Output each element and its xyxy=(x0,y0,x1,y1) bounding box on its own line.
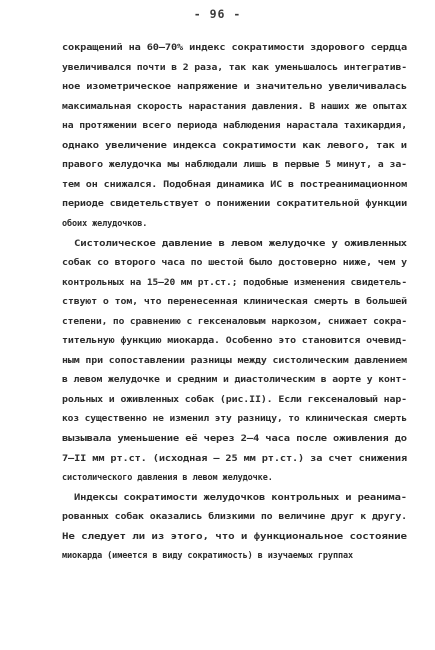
text-line: тем он снижался. Подобная динамика ИС в постреанимационном xyxy=(62,179,408,190)
text-line: вызывала уменьшение её через 2–4 часа после оживления до xyxy=(62,434,407,444)
text-line: Систолическое давление в левом желудочке у оживленных xyxy=(74,238,407,249)
text-line: однако увеличение индекса сократимости как левого, так и xyxy=(62,140,407,151)
text-line: в левом желудочке и средним и диастолическим в аорте у конт- xyxy=(62,375,408,386)
text-line: ное изометрическое напряжение и значительно увеличивалась xyxy=(62,82,407,93)
text-line: собак со второго часа по шестой было достоверно ниже, чем у xyxy=(62,258,408,269)
text-line: коз существенно не изменил эту разницу, то клиническая смерть xyxy=(62,414,408,425)
text-line: правого желудочка мы наблюдали лишь в первые 5 минут, а за- xyxy=(62,160,408,171)
page-number: - 96 - xyxy=(193,7,242,21)
text-line: миокарда (имеется в виду сократимость) в изучаемых группах xyxy=(62,551,354,562)
text-line: ствуют о том, что перенесенная клиническая смерть в большей xyxy=(62,297,408,308)
text-line: обоих желудочков. xyxy=(62,218,148,229)
text-line: тительную функцию миокарда. Особенно это становится очевид- xyxy=(62,336,408,347)
text-line: максимальная скорость нарастания давления. В наших же опытах xyxy=(62,101,408,112)
text-line: увеличивался почти в 2 раза, так как уменьшалось интегратив- xyxy=(62,62,408,73)
text-line: сокращений на 60–70% индекс сократимости здорового сердца xyxy=(62,43,407,53)
text-line: рольных и оживленных собак (рис.II). Если гексеналовый нар- xyxy=(62,394,408,405)
text-line: ным при сопоставлении разницы между систолическим давлением xyxy=(62,355,408,366)
text-line: 7–II мм рт.ст. (исходная – 25 мм рт.ст.) за счет снижения xyxy=(62,453,407,464)
text-line: систолического давления в левом желудочке. xyxy=(62,473,273,484)
text-line: на протяжении всего периода наблюдения нарастала тахикардия, xyxy=(62,121,408,132)
text-line: контрольных на 15–20 мм рт.ст.; подобные изменения свидетель- xyxy=(62,277,408,288)
text-line: степени, по сравнению с гексеналовым наркозом, снижает сокра- xyxy=(62,316,408,327)
text-line: Индексы сократимости желудочков контрольных и реанима- xyxy=(74,492,407,503)
text-line: Не следует ли из этого, что и функциональное состояние xyxy=(62,531,407,542)
text-line: периоде свидетельствует о понижении сократительной функции xyxy=(62,199,408,210)
text-line: рованных собак оказались близкими по величине друг к другу. xyxy=(62,512,408,523)
